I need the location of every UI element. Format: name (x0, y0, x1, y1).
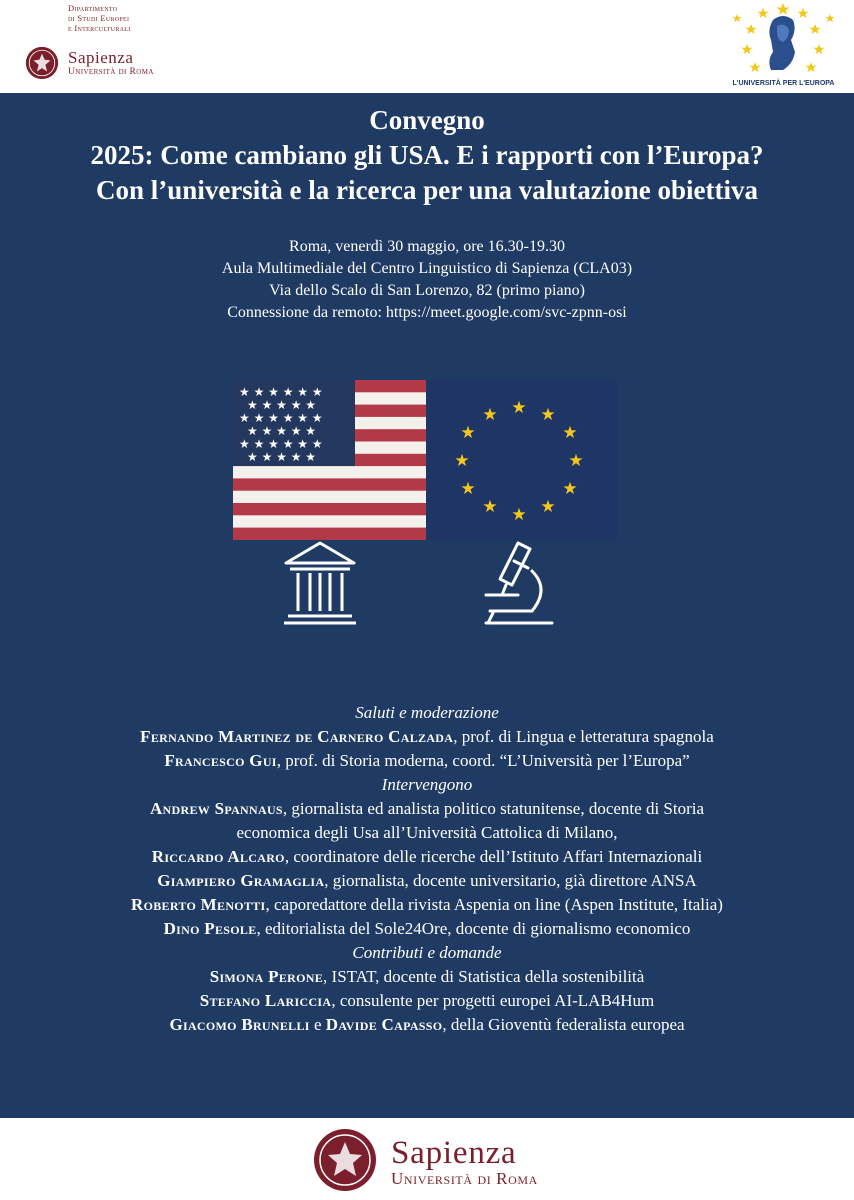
svg-text:★: ★ (511, 505, 527, 525)
event-address: Via dello Scalo di San Lorenzo, 82 (primo piano) (269, 282, 585, 299)
sapienza-wordmark: Sapienza Università di Roma (391, 1135, 538, 1188)
event-title (0, 103, 854, 208)
microscope-icon (486, 543, 552, 623)
svg-text:★ ★ ★ ★ ★ ★: ★ ★ ★ ★ ★ ★ (239, 385, 323, 399)
svg-text:★: ★ (482, 497, 498, 517)
event-remote-link[interactable]: Connessione da remoto: https://meet.google.com/svc-zpnn-osi (227, 304, 627, 321)
universita-per-europa-logo: L'UNIVERSITÀ PER L'EUROPA (727, 0, 840, 90)
greetings-heading: Saluti e moderazione (355, 703, 499, 722)
svg-text:★: ★ (562, 423, 578, 443)
svg-text:★: ★ (454, 451, 470, 471)
svg-text:★: ★ (482, 405, 498, 425)
event-type: Convegno (369, 105, 485, 135)
svg-text:★ ★ ★ ★ ★: ★ ★ ★ ★ ★ (247, 450, 317, 464)
speaker-line: Riccardo Alcaro, coordinatore delle ricerche dell’Istituto Affari Internazionali (151, 847, 703, 866)
us-eu-flags-illustration (233, 380, 618, 540)
speaker-line: Giacomo Brunelli e Davide Capasso, della Gioventù federalista europea (169, 1015, 685, 1034)
event-venue: Aula Multimediale del Centro Linguistico di Sapienza (CLA03) (221, 260, 633, 277)
svg-text:★: ★ (460, 479, 476, 499)
svg-text:★: ★ (460, 423, 476, 443)
speaker-line-continued: economica degli Usa all’Università Cattolica di Milano, (236, 823, 618, 842)
footer (0, 1118, 854, 1200)
title-line-2: Con l’università e la ricerca per una valutazione obiettiva (96, 175, 758, 205)
program (0, 701, 854, 1037)
svg-text:★: ★ (511, 398, 527, 418)
svg-text:★ ★ ★ ★ ★ ★: ★ ★ ★ ★ ★ ★ (239, 437, 323, 451)
svg-text:★ ★ ★ ★ ★: ★ ★ ★ ★ ★ (247, 424, 317, 438)
svg-text:★: ★ (540, 405, 556, 425)
event-date-time: Roma, venerdì 30 maggio, ore 16.30-19.30 (289, 238, 565, 255)
event-panel (0, 93, 854, 1118)
university-building-icon (284, 543, 356, 623)
svg-text:★ ★ ★ ★ ★ ★: ★ ★ ★ ★ ★ ★ (239, 411, 323, 425)
athena-stars-icon (727, 0, 840, 80)
eu-flag-icon (426, 380, 618, 540)
contributions-heading: Contributi e domande (352, 943, 502, 962)
sapienza-wordmark: Sapienza Università di Roma (68, 48, 154, 77)
speaker-line: Fernando Martinez de Carnero Calzada, prof. di Lingua e letteratura spagnola (140, 727, 714, 746)
speakers-heading: Intervengono (381, 775, 473, 794)
speaker-line: Giampiero Gramaglia, giornalista, docente universitario, già direttore ANSA (157, 871, 697, 890)
svg-text:★ ★ ★ ★ ★: ★ ★ ★ ★ ★ (247, 398, 317, 412)
department-name: Dipartimento di Studi Europei e Interculturali (68, 3, 131, 33)
svg-text:★: ★ (568, 451, 584, 471)
speaker-line: Andrew Spannaus, giornalista ed analista politico statunitense, docente di Storia (149, 799, 705, 818)
sapienza-seal-icon (25, 46, 59, 80)
institution-science-icons (280, 533, 560, 633)
top-header (0, 0, 854, 93)
sapienza-seal-icon (313, 1128, 377, 1192)
speaker-line: Stefano Lariccia, consulente per progetti europei AI-LAB4Hum (199, 991, 655, 1010)
us-flag-icon (233, 380, 426, 540)
speaker-line: Simona Perone, ISTAT, docente di Statistica della sostenibilità (209, 967, 645, 986)
speaker-line: Francesco Gui, prof. di Storia moderna, coord. “L’Università per l’Europa” (164, 751, 690, 770)
svg-text:★: ★ (540, 497, 556, 517)
speaker-line: Roberto Menotti, caporedattore della rivista Aspenia on line (Aspen Institute, Italia) (131, 895, 723, 914)
svg-text:★: ★ (562, 479, 578, 499)
title-line-1: 2025: Come cambiano gli USA. E i rapporti con l’Europa? (90, 140, 764, 170)
speaker-line: Dino Pesole, editorialista del Sole24Ore, docente di giornalismo economico (163, 919, 691, 938)
event-info (0, 236, 854, 324)
